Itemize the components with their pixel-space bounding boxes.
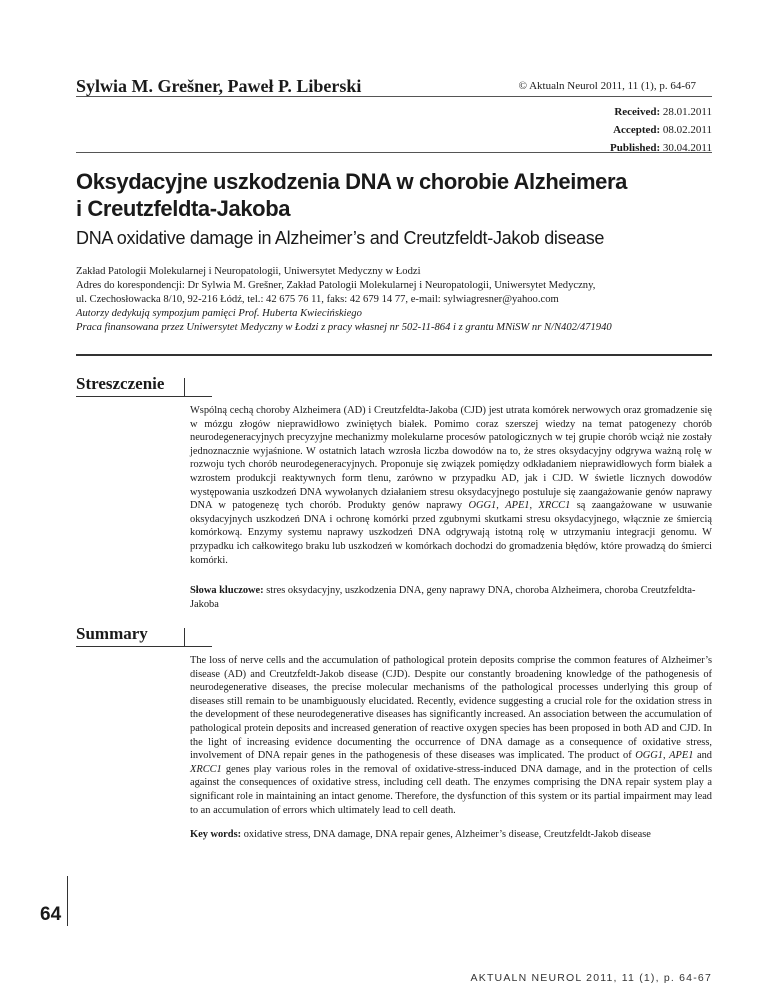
keywords-label: Key words: bbox=[190, 829, 242, 840]
accepted-value: 08.02.2011 bbox=[662, 124, 712, 136]
summary-heading-rule bbox=[76, 646, 212, 647]
received-value: 28.01.2011 bbox=[662, 106, 712, 118]
affiliation-block bbox=[76, 265, 716, 335]
title-polish bbox=[76, 168, 696, 222]
title-polish-line1: Oksydacyjne uszkodzenia DNA w chorobie Alzheimera bbox=[76, 169, 627, 194]
summary-heading: Summary bbox=[76, 624, 148, 643]
title-rule bbox=[76, 152, 712, 153]
received-label: Received: bbox=[614, 106, 661, 118]
summary-text bbox=[190, 654, 712, 817]
streszczenie-text-part2: są zaangażowane w usuwanie oksydacyjnych uszkodzeń DNA i ochronę komórki przed zgubnymi skutkami stresu oksydacyjnego, włącznie ze śmiercią komórkową. Enzymy systemu naprawy uszkodzeń DNA odgrywają istotną rolę w utrzymaniu integracji genomu. W przypadku ich całkowitego braku lub uszkodzeń w komórkach dochodzi do gromadzenia błędów, które prowadzą do śmierci komórki. bbox=[190, 500, 712, 566]
gene-ape1: APE1 bbox=[669, 750, 694, 762]
title-polish-line2: i Creutzfeldta-Jakoba bbox=[76, 196, 291, 221]
summary-divider bbox=[184, 628, 185, 646]
funding-line: Praca finansowana przez Uniwersytet Medyczny w Łodzi z pracy własnej nr 502-11-864 i z grantu MNiSW nr N/N402/471940 bbox=[76, 322, 612, 333]
separator: and bbox=[693, 750, 712, 762]
streszczenie-heading: Streszczenie bbox=[76, 374, 165, 393]
separator: , bbox=[496, 500, 506, 512]
page-number: 64 bbox=[40, 904, 62, 925]
address-line: ul. Czechosłowacka 8/10, 92-216 Łódź, tel.: 42 675 76 11, faks: 42 679 14 77, e-mail: sylwiagresner@yahoo.com bbox=[76, 294, 559, 305]
published-date bbox=[610, 139, 712, 157]
slowa-kluczowe bbox=[190, 584, 712, 611]
gene-ogg1: OGG1 bbox=[468, 500, 497, 512]
keywords-list: oxidative stress, DNA damage, DNA repair genes, Alzheimer’s disease, Creutzfeldt-Jakob disease bbox=[241, 829, 651, 840]
streszczenie-divider bbox=[184, 378, 185, 396]
keywords-label: Słowa kluczowe: bbox=[190, 585, 264, 596]
section-rule bbox=[76, 354, 712, 356]
streszczenie-text-part1: Wspólną cechą choroby Alzheimera (AD) i Creutzfeldta-Jakoba (CJD) jest utrata komórek nerwowych oraz gromadzenie się w mózgu złogów nieprawidłowo zwiniętych białek. Pomimo coraz szerszej wiedzy na temat patogenezy chorób neurodegeneracyjnych precyzyjne mechanizmy molekularne procesów patologicznych w tej grupie chorób wciąż nie zostały jednoznacznie wyjaśnione. W ostatnich latach wzrosła liczba dowodów na to, że stres oksydacyjny odgrywa ważną rolę w rozwoju tych chorób neurodegeneracyjnych. Proponuje się związek pomiędzy odkładaniem nieprawidłowych form białek a wzrostem produkcji reaktywnych form tlenu, zarówno w przypadku AD, jak i CJD. W świetle licznych dowodów występowania uszkodzeń DNA wywołanych działaniem stresu oksydacyjnego postuluje się zaangażowanie genów naprawy DNA w patogenezę tych chorób. Produkty genów naprawy bbox=[190, 405, 712, 512]
authors: Sylwia M. Grešner, Paweł P. Liberski bbox=[76, 76, 362, 96]
gene-ape1: APE1 bbox=[505, 500, 530, 512]
separator: , bbox=[529, 500, 539, 512]
streszczenie-text bbox=[190, 404, 712, 567]
published-value: 30.04.2011 bbox=[662, 142, 712, 154]
header-rule bbox=[76, 96, 712, 97]
gene-xrcc1: XRCC1 bbox=[190, 763, 222, 775]
dedication-line: Autorzy dedykują sympozjum pamięci Prof. Huberta Kwiecińskiego bbox=[76, 308, 362, 319]
running-footer: AKTUALN NEUROL 2011, 11 (1), p. 64-67 bbox=[470, 972, 712, 984]
citation: © Aktualn Neurol 2011, 11 (1), p. 64-67 bbox=[518, 80, 696, 92]
separator: , bbox=[662, 750, 670, 762]
gene-xrcc1: XRCC1 bbox=[538, 500, 571, 512]
correspondence-line: Adres do korespondencji: Dr Sylwia M. Grešner, Zakład Patologii Molekularnej i Neuropatologii, Uniwersytet Medyczny, bbox=[76, 280, 596, 291]
summary-text-part2: genes play various roles in the removal of oxidative-stress-induced DNA damage, and in the protection of cells against the consequences of oxidative stress, including cell death. The enzymes comprising the DNA repair system play a significant role in maintaining an intact genome. Therefore, the dysfunction of this system or its partial impairment may lead to an accumulation of errors which ultimately lead to cell death. bbox=[190, 763, 712, 816]
streszczenie-heading-rule bbox=[76, 396, 212, 397]
key-words bbox=[190, 828, 712, 842]
accepted-label: Accepted: bbox=[613, 124, 661, 136]
gene-ogg1: OGG1 bbox=[635, 750, 663, 762]
summary-text-part1: The loss of nerve cells and the accumulation of pathological protein deposits comprise the common features of Alzheimer’s disease (AD) and Creutzfeldt-Jakob disease (CJD). Despite our constantly broadening knowledge of the pathogenesis of neurodegenerative diseases, the precise molecular mechanisms of the pathological processes underlying this group of diseases still remain to be unambiguously elucidated. Recently, evidence suggesting a crucial role for the oxidation stress in the development of these neurodegenerative diseases has significantly increased. An association between the accumulation of pathological protein deposits and increased generation of reactive oxygen species has been proposed in both AD and CJD. In the light of increasing evidence documenting the occurrence of DNA damage as a consequence of oxidative stress, involvement of DNA repair genes in the pathogenesis of these diseases was implicated. The product of bbox=[190, 655, 712, 762]
title-english: DNA oxidative damage in Alzheimer’s and Creutzfeldt-Jakob disease bbox=[76, 228, 605, 248]
page-number-rule bbox=[67, 876, 68, 926]
publication-dates bbox=[610, 103, 712, 157]
received-date bbox=[610, 103, 712, 121]
keywords-list: stres oksydacyjny, uszkodzenia DNA, geny naprawy DNA, choroba Alzheimera, choroba Creutzfeldta-Jakoba bbox=[190, 585, 696, 610]
affiliation-line: Zakład Patologii Molekularnej i Neuropatologii, Uniwersytet Medyczny w Łodzi bbox=[76, 266, 421, 277]
published-label: Published: bbox=[610, 142, 661, 154]
accepted-date bbox=[610, 121, 712, 139]
